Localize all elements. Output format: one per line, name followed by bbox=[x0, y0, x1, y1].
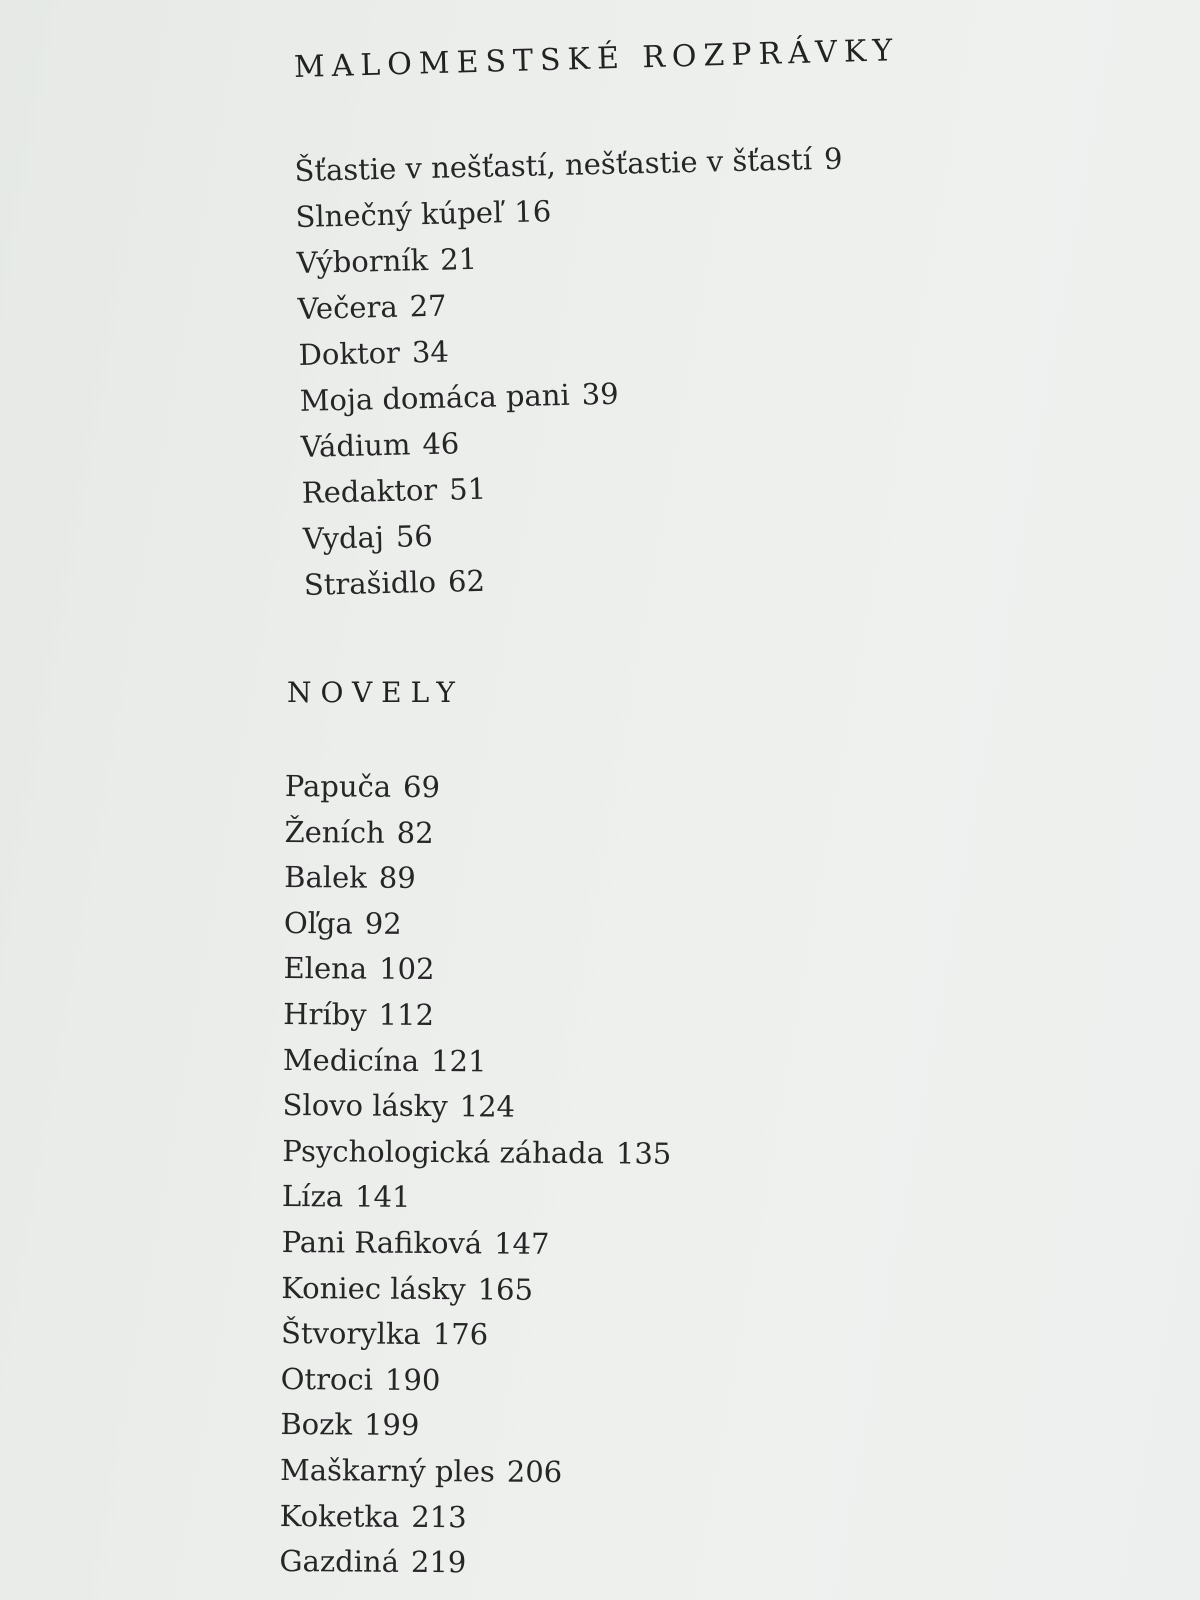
toc-entry-page: 135 bbox=[615, 1136, 672, 1171]
toc-entry-title: Líza bbox=[281, 1179, 344, 1214]
toc-entry-page: 102 bbox=[379, 952, 435, 987]
toc-entry-title: Koketka bbox=[279, 1498, 400, 1534]
toc-entry bbox=[281, 1311, 670, 1359]
toc-entry bbox=[283, 992, 672, 1040]
toc-entry-page: 16 bbox=[513, 194, 552, 230]
toc-entry bbox=[280, 1493, 669, 1541]
toc-entry-title: Oľga bbox=[283, 905, 353, 941]
toc-entry-page: 141 bbox=[354, 1179, 411, 1215]
toc-entry-page: 124 bbox=[459, 1089, 516, 1124]
toc-entry-page: 82 bbox=[396, 815, 434, 850]
toc-list-novely bbox=[279, 764, 674, 1587]
toc-entry-page: 147 bbox=[494, 1226, 550, 1261]
toc-entry-page: 213 bbox=[411, 1499, 467, 1534]
toc-entry-page: 112 bbox=[378, 997, 435, 1033]
toc-entry bbox=[285, 764, 674, 812]
toc-entry-title: Moja domáca pani bbox=[299, 377, 571, 418]
section-heading-novely: NOVELY bbox=[287, 676, 464, 709]
toc-entry bbox=[281, 1220, 670, 1268]
toc-entry bbox=[280, 1402, 669, 1450]
toc-entry-title: Šťastie v nešťastí, nešťastie v šťastí bbox=[294, 142, 813, 188]
toc-entry-title: Koniec lásky bbox=[281, 1270, 466, 1306]
toc-entry-page: 21 bbox=[439, 241, 478, 277]
toc-entry-page: 69 bbox=[403, 769, 441, 805]
toc-entry bbox=[283, 946, 672, 994]
toc-entry bbox=[284, 901, 673, 949]
toc-entry-title: Strašidlo bbox=[303, 564, 437, 602]
toc-list-malomestske-rozpravky bbox=[294, 136, 852, 608]
toc-entry bbox=[279, 1539, 668, 1587]
toc-entry bbox=[283, 1038, 672, 1086]
toc-entry-page: 206 bbox=[506, 1454, 563, 1489]
toc-entry-page: 121 bbox=[431, 1043, 487, 1078]
toc-entry-title: Hríby bbox=[283, 996, 367, 1032]
toc-entry-title: Večera bbox=[297, 289, 399, 326]
toc-entry-title: Maškarný ples bbox=[279, 1452, 495, 1489]
toc-entry-page: 219 bbox=[410, 1544, 467, 1580]
toc-entry-title: Štvorylka bbox=[280, 1316, 421, 1352]
toc-entry-title: Otroci bbox=[280, 1361, 374, 1397]
toc-entry-title: Elena bbox=[283, 951, 368, 986]
toc-entry-page: 89 bbox=[378, 860, 416, 896]
toc-entry-title: Papuča bbox=[284, 768, 392, 804]
toc-entry-title: Vádium bbox=[300, 427, 411, 464]
toc-entry-page: 176 bbox=[432, 1317, 489, 1352]
toc-entry bbox=[282, 1083, 671, 1131]
toc-entry-title: Doktor bbox=[298, 335, 401, 372]
toc-entry-page: 165 bbox=[477, 1271, 534, 1307]
toc-entry-page: 190 bbox=[384, 1362, 441, 1397]
toc-entry bbox=[281, 1357, 670, 1405]
toc-entry bbox=[284, 855, 673, 903]
toc-entry bbox=[282, 1174, 671, 1222]
toc-entry bbox=[281, 1266, 670, 1314]
toc-entry-title: Bozk bbox=[280, 1407, 353, 1442]
toc-entry-page: 56 bbox=[395, 518, 434, 554]
toc-entry bbox=[284, 810, 673, 858]
toc-entry-page: 9 bbox=[823, 141, 843, 176]
toc-entry-title: Výborník bbox=[296, 242, 429, 280]
toc-entry-title: Gazdiná bbox=[279, 1544, 400, 1579]
toc-entry-page: 92 bbox=[364, 906, 402, 941]
toc-entry-page: 51 bbox=[448, 471, 487, 507]
toc-entry-page: 46 bbox=[421, 426, 460, 462]
toc-entry-page: 199 bbox=[363, 1407, 420, 1443]
toc-entry bbox=[282, 1129, 671, 1177]
toc-entry-title: Psychologická záhada bbox=[282, 1133, 605, 1170]
section-heading-malomestske-rozpravky: MALOMESTSKÉ ROZPRÁVKY bbox=[293, 33, 900, 85]
toc-entry-page: 27 bbox=[409, 288, 447, 324]
toc-entry-title: Redaktor bbox=[301, 472, 438, 510]
toc-entry-title: Ženích bbox=[284, 814, 385, 850]
toc-entry-page: 62 bbox=[447, 563, 486, 599]
toc-entry-page: 34 bbox=[411, 334, 450, 370]
toc-entry-page: 39 bbox=[581, 376, 619, 412]
toc-entry-title: Slnečný kúpeľ bbox=[295, 195, 503, 234]
toc-entry-title: Balek bbox=[284, 860, 367, 895]
toc-entry-title: Pani Rafiková bbox=[281, 1224, 483, 1261]
toc-entry-title: Medicína bbox=[282, 1042, 420, 1078]
toc-entry-title: Vydaj bbox=[302, 520, 385, 556]
toc-entry bbox=[280, 1448, 669, 1496]
toc-entry-title: Slovo lásky bbox=[282, 1088, 448, 1124]
